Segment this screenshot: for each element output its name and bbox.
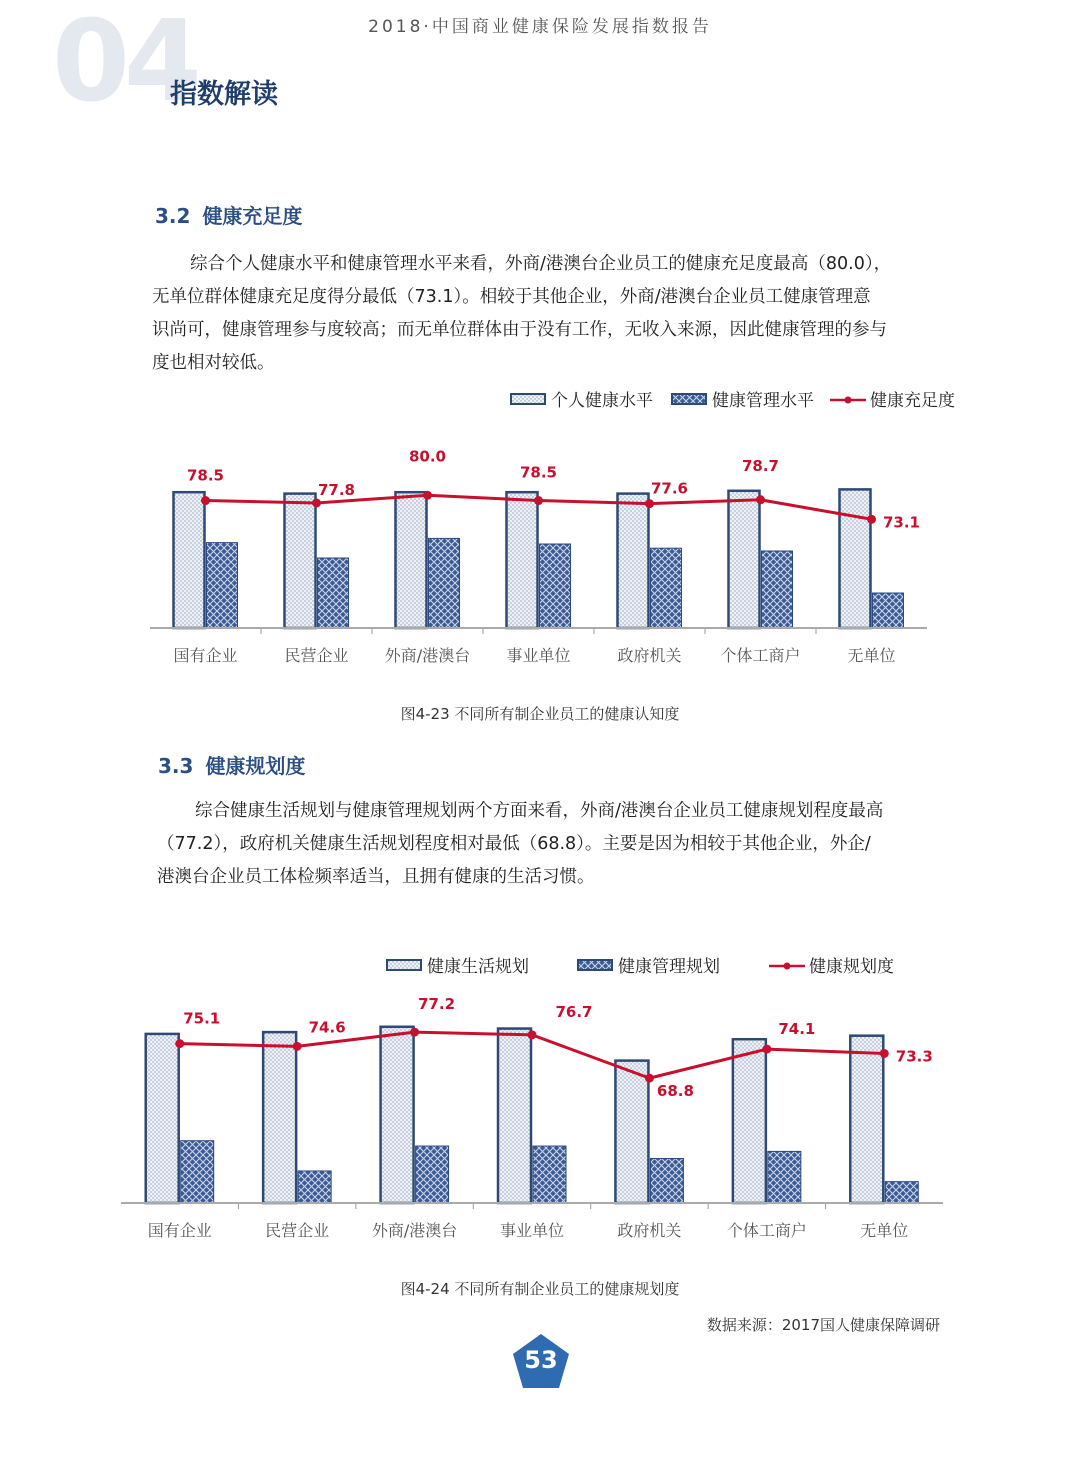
legend-swatch [672,394,706,404]
bar-2-series-1 [263,1032,296,1203]
chapter-number: 04 [52,0,196,127]
chart-health-adequacy [0,380,1080,670]
x-tick-label: 民营企业 [284,646,349,665]
x-tick-label: 个体工商户 [726,1221,807,1240]
line-point [645,1074,654,1083]
bar-4-series-2 [540,544,571,628]
data-source: 数据来源：2017国人健康保障调研 [706,1316,940,1334]
section-number: 3.3 [158,754,194,778]
data-label: 77.6 [650,479,689,498]
legend-swatch [578,960,612,970]
bar-2-series-2 [298,1171,331,1203]
legend-swatch [511,394,545,404]
bar-7-series-1 [850,1036,883,1203]
x-tick-label: 政府机关 [617,646,682,665]
page-number: 53 [524,1346,558,1374]
bar-1-series-2 [181,1141,214,1203]
line-point [880,1049,889,1058]
paragraph-line: 无单位群体健康充足度得分最低（73.1）。相较于其他企业，外商/港澳台企业员工健康管理意 [152,287,871,307]
x-tick-label: 无单位 [847,646,896,665]
x-tick-label: 个体工商户 [720,646,801,665]
x-tick-label: 民营企业 [265,1221,330,1240]
data-label: 68.8 [656,1082,694,1101]
section-paragraph-3-3 [157,795,947,894]
legend-swatch [387,960,421,970]
section-paragraph-3-2 [152,248,952,380]
legend-label: 健康生活规划 [427,957,529,977]
data-label: 73.3 [895,1047,933,1066]
data-label: 77.2 [418,995,456,1014]
bar-1-series-1 [174,492,205,628]
bar-4-series-2 [533,1146,566,1203]
x-tick-label: 政府机关 [617,1221,682,1240]
line-point [756,495,765,504]
data-label: 75.1 [183,1009,221,1028]
bar-5-series-2 [650,1159,683,1204]
paragraph-line: 港澳台企业员工体检频率适当，且拥有健康的生活习惯。 [157,867,595,887]
data-label: 76.7 [555,1002,593,1021]
section-heading-3-3 [158,750,305,779]
figure-caption: 图4-23 不同所有制企业员工的健康认知度 [400,705,680,723]
bar-6-series-1 [733,1039,766,1203]
data-label: 80.0 [408,447,447,466]
x-tick-label: 国有企业 [173,646,238,665]
line-point [312,498,321,507]
section-number: 3.2 [155,204,191,228]
bar-7-series-2 [885,1182,918,1203]
line-point [410,1028,419,1037]
bar-5-series-1 [615,1061,648,1203]
bar-1-series-2 [207,543,238,628]
bar-6-series-2 [768,1151,801,1203]
line-point [645,499,654,508]
data-label: 73.1 [882,513,921,532]
bar-5-series-1 [618,494,649,628]
line-point [175,1039,184,1048]
paragraph-line: （77.2），政府机关健康生活规划程度相对最低（68.8）。主要是因为相较于其他企业，外企/ [157,834,871,854]
section-title: 健康充足度 [202,204,303,228]
data-label: 78.5 [519,463,558,482]
bar-4-series-1 [507,492,538,628]
figure-caption: 图4-24 不同所有制企业员工的健康规划度 [400,1280,680,1298]
bar-6-series-2 [762,551,793,628]
bar-3-series-1 [381,1027,414,1203]
line-point [534,496,543,505]
data-label: 74.6 [308,1018,346,1037]
paragraph-line: 综合个人健康水平和健康管理水平来看，外商/港澳台企业员工的健康充足度最高（80.0）， [190,254,892,274]
x-tick-label: 事业单位 [499,1221,565,1240]
legend-label: 健康管理规划 [618,957,720,977]
data-label: 78.7 [741,456,780,475]
legend-label: 健康充足度 [870,391,955,411]
x-tick-label: 外商/港澳台 [371,1221,458,1240]
data-label: 74.1 [778,1020,816,1039]
x-tick-label: 外商/港澳台 [384,646,471,665]
bar-6-series-1 [729,491,760,628]
line-point [293,1042,302,1051]
chart-health-planning [0,945,1080,1265]
line-point [201,496,210,505]
bar-7-series-1 [840,489,871,628]
paragraph-line: 度也相对较低。 [152,353,275,373]
line-point [762,1045,771,1054]
bar-5-series-2 [651,548,682,628]
x-tick-label: 无单位 [860,1221,909,1240]
bar-1-series-1 [146,1034,179,1203]
paragraph-line: 综合健康生活规划与健康管理规划两个方面来看，外商/港澳台企业员工健康规划程度最高 [195,801,884,821]
chart-legend [387,957,894,977]
section-title: 健康规划度 [205,754,306,778]
legend-label: 健康管理水平 [712,391,814,411]
data-label: 78.5 [186,466,225,485]
page-number-badge [511,1332,571,1392]
bar-3-series-2 [416,1146,449,1203]
line-point [423,491,432,500]
bar-4-series-1 [498,1029,531,1203]
legend-label: 个人健康水平 [551,391,653,411]
bar-7-series-2 [873,593,904,628]
report-title: 2018·中国商业健康保险发展指数报告 [368,17,712,37]
legend-marker [845,397,852,404]
section-heading-3-2 [155,200,302,229]
chart-legend [511,391,955,411]
bar-3-series-2 [429,538,460,628]
bar-3-series-1 [396,492,427,628]
x-tick-label: 事业单位 [506,646,571,665]
line-point [528,1030,537,1039]
legend-label: 健康规划度 [809,957,894,977]
paragraph-line: 识尚可，健康管理参与度较高；而无单位群体由于没有工作，无收入来源，因此健康管理的参与 [152,320,887,340]
bar-2-series-1 [285,494,316,628]
chapter-title: 指数解读 [170,79,278,110]
legend-marker [784,963,791,970]
bar-2-series-2 [318,558,349,628]
data-label: 77.8 [317,480,356,499]
line-point [867,515,876,524]
x-tick-label: 国有企业 [147,1221,212,1240]
